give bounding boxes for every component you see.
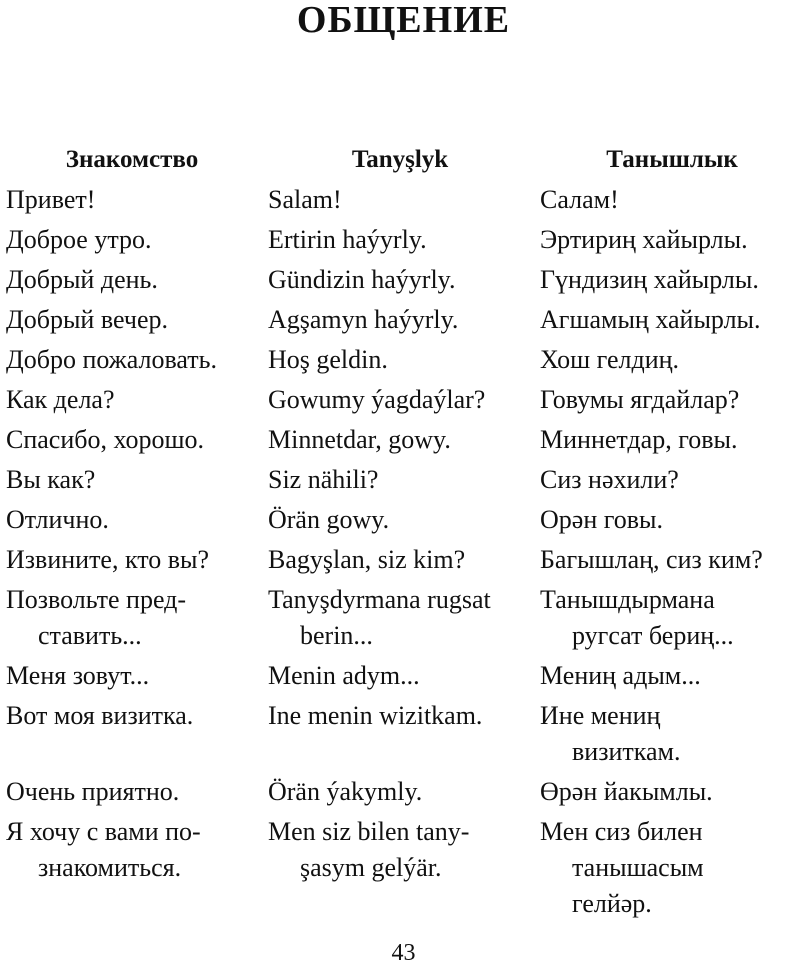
turkmen-latin-phrase-line: Men siz bilen tany-: [268, 817, 470, 846]
russian-phrase: [6, 342, 217, 378]
turkmen-latin-phrase: [268, 182, 342, 218]
turkmen-latin-phrase-line: Gündizin haýyrly.: [268, 265, 456, 294]
turkmen-cyrillic-phrase-line: Өрән йакымлы.: [540, 777, 713, 806]
turkmen-cyrillic-phrase-line: Ине мениң: [540, 701, 661, 730]
russian-phrase: [6, 814, 201, 886]
turkmen-cyrillic-phrase: [540, 262, 759, 298]
turkmen-cyrillic-phrase-line: Хош гелдиң.: [540, 345, 680, 374]
russian-phrase: [6, 182, 95, 218]
turkmen-cyrillic-phrase-line: Агшамың хайырлы.: [540, 305, 761, 334]
turkmen-cyrillic-phrase: [540, 422, 737, 458]
table-row: [0, 342, 807, 382]
turkmen-latin-phrase: [268, 462, 378, 498]
turkmen-latin-phrase-line: Örän ýakymly.: [268, 777, 423, 806]
header-turkmen-cyrillic: Танышлык: [606, 146, 738, 173]
russian-phrase: [6, 542, 209, 578]
turkmen-cyrillic-phrase: [540, 182, 619, 218]
turkmen-cyrillic-phrase: [540, 462, 679, 498]
turkmen-latin-phrase: [268, 814, 469, 886]
turkmen-cyrillic-phrase: [540, 698, 680, 770]
turkmen-cyrillic-phrase-line: Мениң адым...: [540, 661, 701, 690]
russian-phrase-line: Отлично.: [6, 505, 109, 534]
turkmen-cyrillic-phrase-line: Гүндизиң хайырлы.: [540, 265, 759, 294]
russian-phrase: [6, 222, 152, 258]
turkmen-cyrillic-phrase-line: Танышдырмана: [540, 585, 715, 614]
russian-phrase-line: Я хочу с вами по-: [6, 817, 201, 846]
russian-phrase-line: Позвольте пред-: [6, 585, 187, 614]
turkmen-latin-phrase: [268, 422, 451, 458]
turkmen-cyrillic-phrase-line: Говумы ягдайлар?: [540, 385, 740, 414]
table-row: [0, 698, 807, 774]
turkmen-latin-phrase: [268, 382, 485, 418]
turkmen-latin-phrase: [268, 222, 427, 258]
turkmen-cyrillic-phrase-line: Миннетдар, говы.: [540, 425, 738, 454]
russian-phrase-line: Вот моя визитка.: [6, 701, 194, 730]
table-row: [0, 222, 807, 262]
turkmen-latin-phrase-line: Menin adym...: [268, 661, 420, 690]
page-title: ОБЩЕНИЕ: [296, 0, 511, 41]
russian-phrase-line: Добрый вечер.: [6, 305, 168, 334]
table-row: [0, 182, 807, 222]
turkmen-latin-phrase-line: Bagyşlan, siz kim?: [268, 545, 466, 574]
turkmen-latin-phrase: [268, 542, 465, 578]
table-row: [0, 462, 807, 502]
header-turkmen-latin: Tanyşlyk: [351, 146, 449, 173]
table-row: [0, 262, 807, 302]
turkmen-cyrillic-phrase: [540, 342, 679, 378]
russian-phrase: [6, 582, 186, 654]
turkmen-latin-phrase-line: Minnetdar, gowy.: [268, 425, 451, 454]
russian-phrase: [6, 422, 204, 458]
russian-phrase-line: Добро пожаловать.: [6, 345, 217, 374]
russian-phrase: [6, 658, 149, 694]
turkmen-latin-phrase-line: Salam!: [268, 185, 342, 214]
russian-phrase: [6, 382, 115, 418]
russian-phrase: [6, 774, 179, 810]
turkmen-latin-phrase: [268, 502, 389, 538]
page-number: 43: [391, 940, 416, 966]
turkmen-cyrillic-phrase-line: Багышлаң, сиз ким?: [540, 545, 763, 574]
russian-phrase-line: знакомиться.: [38, 853, 182, 882]
russian-phrase: [6, 462, 95, 498]
turkmen-cyrillic-phrase-line: Эртириң хайырлы.: [540, 225, 748, 254]
turkmen-cyrillic-phrase: [540, 582, 734, 654]
turkmen-cyrillic-phrase: [540, 502, 663, 538]
turkmen-cyrillic-phrase: [540, 302, 761, 338]
turkmen-latin-phrase: [268, 658, 420, 694]
turkmen-latin-phrase-line: Ine menin wizitkam.: [268, 701, 483, 730]
russian-phrase-line: Как дела?: [6, 385, 115, 414]
turkmen-cyrillic-phrase: [540, 222, 748, 258]
russian-phrase-line: Вы как?: [6, 465, 96, 494]
russian-phrase-line: Добрый день.: [6, 265, 158, 294]
turkmen-cyrillic-phrase-line: танышасым: [572, 853, 704, 882]
phrase-table: [0, 182, 807, 926]
russian-phrase-line: Извините, кто вы?: [6, 545, 210, 574]
table-row: [0, 658, 807, 698]
turkmen-latin-phrase-line: Agşamyn haýyrly.: [268, 305, 459, 334]
turkmen-latin-phrase-line: berin...: [300, 621, 373, 650]
turkmen-cyrillic-phrase-line: Сиз нәхили?: [540, 465, 679, 494]
russian-phrase-line: Привет!: [6, 185, 96, 214]
turkmen-latin-phrase-line: Siz nähili?: [268, 465, 379, 494]
russian-phrase: [6, 698, 193, 734]
table-row: [0, 774, 807, 814]
turkmen-latin-phrase: [268, 698, 482, 734]
turkmen-cyrillic-phrase-line: визиткам.: [572, 737, 681, 766]
russian-phrase: [6, 302, 168, 338]
russian-phrase-line: Спасибо, хорошо.: [6, 425, 205, 454]
turkmen-latin-phrase-line: Örän gowy.: [268, 505, 390, 534]
turkmen-cyrillic-phrase: [540, 542, 763, 578]
turkmen-latin-phrase-line: Gowumy ýagdaýlar?: [268, 385, 486, 414]
turkmen-latin-phrase: [268, 262, 456, 298]
turkmen-cyrillic-phrase: [540, 382, 739, 418]
russian-phrase-line: ставить...: [38, 621, 142, 650]
russian-phrase-line: Доброе утро.: [6, 225, 152, 254]
turkmen-latin-phrase: [268, 302, 458, 338]
turkmen-latin-phrase-line: Tanyşdyrmana rugsat: [268, 585, 491, 614]
turkmen-cyrillic-phrase: [540, 774, 713, 810]
turkmen-latin-phrase: [268, 342, 388, 378]
table-row: [0, 502, 807, 542]
russian-phrase: [6, 262, 158, 298]
table-row: [0, 302, 807, 342]
header-russian: Знакомство: [65, 146, 199, 173]
table-row: [0, 582, 807, 658]
turkmen-cyrillic-phrase-line: Орән говы.: [540, 505, 663, 534]
russian-phrase: [6, 502, 109, 538]
turkmen-latin-phrase-line: Hoş geldin.: [268, 345, 388, 374]
russian-phrase-line: Меня зовут...: [6, 661, 150, 690]
turkmen-latin-phrase-line: Ertirin haýyrly.: [268, 225, 427, 254]
turkmen-cyrillic-phrase-line: Салам!: [540, 185, 619, 214]
turkmen-cyrillic-phrase-line: Мен сиз билен: [540, 817, 703, 846]
table-row: [0, 382, 807, 422]
column-headers: [0, 146, 807, 178]
table-row: [0, 542, 807, 582]
turkmen-cyrillic-phrase: [540, 658, 701, 694]
table-row: [0, 422, 807, 462]
turkmen-cyrillic-phrase: [540, 814, 704, 922]
turkmen-latin-phrase: [268, 582, 491, 654]
turkmen-cyrillic-phrase-line: ругсат бериң...: [572, 621, 734, 650]
table-row: [0, 814, 807, 926]
turkmen-latin-phrase-line: şasym gelýär.: [300, 853, 442, 882]
russian-phrase-line: Очень приятно.: [6, 777, 180, 806]
turkmen-latin-phrase: [268, 774, 422, 810]
turkmen-cyrillic-phrase-line: гелйәр.: [572, 889, 652, 918]
